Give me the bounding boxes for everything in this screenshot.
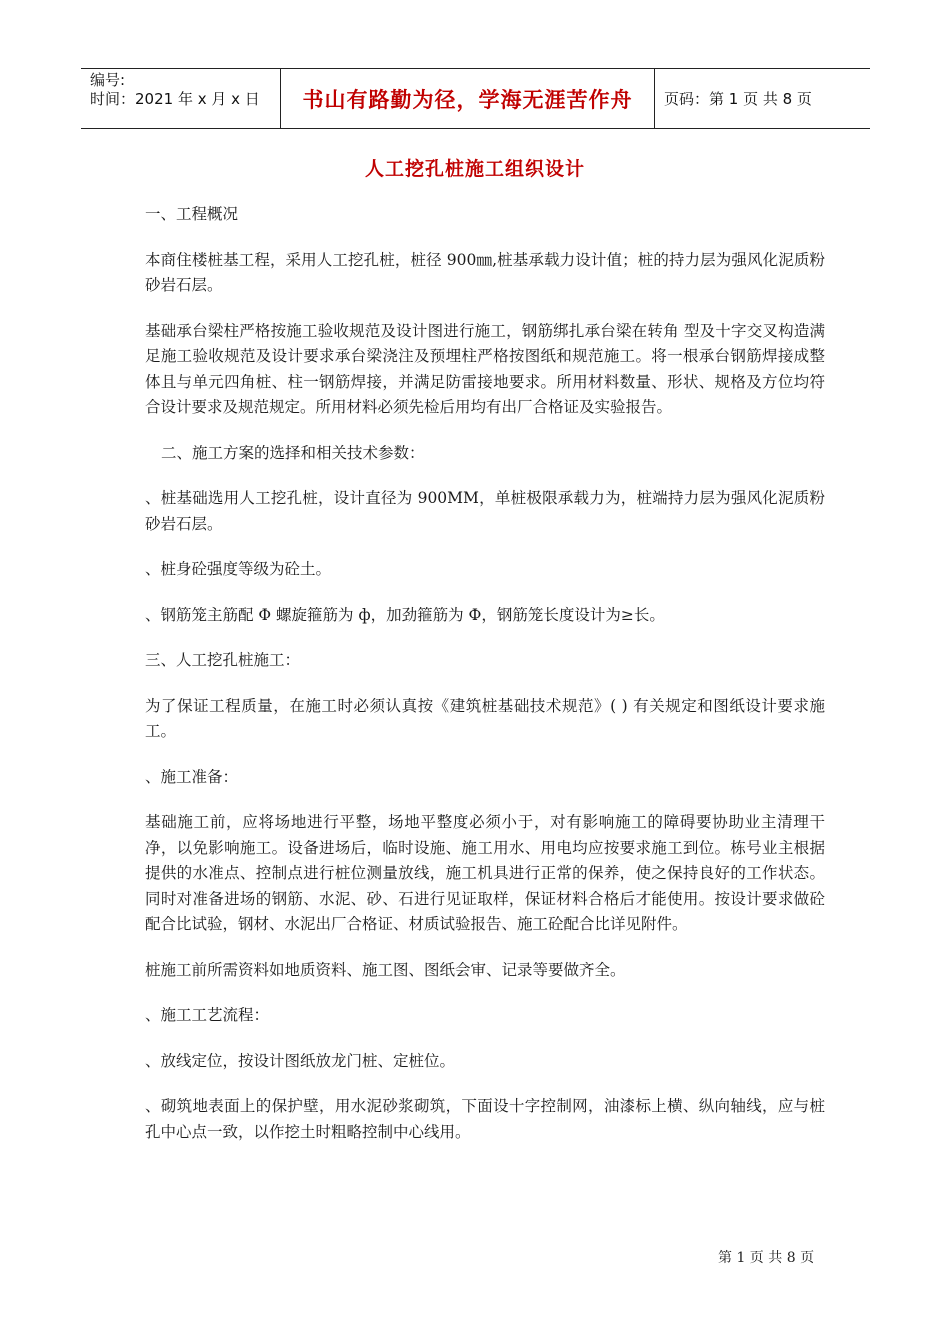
subsection-heading-preparation: 、施工准备： bbox=[145, 767, 239, 786]
paragraph: 、桩基础选用人工挖孔桩，设计直径为 900MM，单桩极限承载力为，桩端持力层为强风化泥质粉砂岩石层。 bbox=[145, 489, 825, 533]
paragraph: 、放线定位，按设计图纸放龙门桩、定桩位。 bbox=[145, 1051, 456, 1070]
subsection-heading-process-flow: 、施工工艺流程： bbox=[145, 1006, 270, 1024]
section-heading-overview: 一、工程概况 bbox=[145, 205, 239, 223]
page-footer-number: 第 1 页 共 8 页 bbox=[718, 1250, 815, 1266]
paragraph: 、砌筑地表面上的保护壁，用水泥砂浆砌筑，下面设十字控制网，油漆标上横、纵向轴线，应与桩孔中心点一致，以作挖土时粗略控制中心线用。 bbox=[145, 1097, 825, 1141]
paragraph: 桩施工前所需资料如地质资料、施工图、图纸会审、记录等要做齐全。 bbox=[145, 960, 626, 979]
paragraph: 、钢筋笼主筋配 Φ 螺旋箍筋为 ф，加劲箍筋为 Ф，钢筋笼长度设计为≥长。 bbox=[145, 605, 665, 624]
paragraph: 本商住楼桩基工程，采用人工挖孔桩，桩径 900㎜,桩基承载力设计值；桩的持力层为强风化泥质粉砂岩石层。 bbox=[145, 250, 825, 294]
header-motto: 书山有路勤为径，学海无涯苦作舟 bbox=[281, 69, 655, 128]
section-heading-plan: 二、施工方案的选择和相关技术参数： bbox=[161, 443, 425, 462]
paragraph: 基础承台梁柱严格按施工验收规范及设计图进行施工，钢筋绑扎承台梁在转角 型及十字交叉构造满足施工验收规范及设计要求承台梁浇注及预埋柱严格按图纸和规范施工。将一根承台钢筋焊接成整体且与单元四角桩、柱一钢筋焊接，并满足防雷接地要求。所用材料数量、形状、规格及方位均符合设计要求及规范规定。所用材料必须先检后用均有出厂合格证及实验报告。 bbox=[145, 321, 825, 416]
section-heading-construction: 三、人工挖孔桩施工： bbox=[145, 651, 301, 669]
header-page-number: 页码：第 1 页 共 8 页 bbox=[664, 90, 812, 108]
paragraph: 为了保证工程质量，在施工时必须认真按《建筑桩基础技术规范》( ) 有关规定和图纸设计要求施工。 bbox=[145, 696, 825, 740]
header-meta bbox=[81, 69, 281, 128]
document-number-label: 编号: bbox=[90, 71, 126, 89]
document-time-label: 时间：2021 年 x 月 x 日 bbox=[90, 90, 260, 108]
document-body bbox=[145, 202, 825, 1165]
document-title: 人工挖孔桩施工组织设计 bbox=[364, 158, 585, 180]
page-header bbox=[81, 68, 870, 129]
paragraph: 基础施工前，应将场地进行平整，场地平整度必须小于，对有影响施工的障碍要协助业主清理干净，以免影响施工。设备进场后，临时设施、施工用水、用电均应按要求施工到位。栋号业主根据提供的水准点、控制点进行桩位测量放线，施工机具进行正常的保养，使之保持良好的工作状态。同时对准备进场的钢筋、水泥、砂、石进行见证取样，保证材料合格后才能使用。按设计要求做砼配合比试验，钢材、水泥出厂合格证、材质试验报告、施工砼配合比详见附件。 bbox=[145, 813, 825, 933]
paragraph: 、桩身砼强度等级为砼土。 bbox=[145, 560, 332, 578]
